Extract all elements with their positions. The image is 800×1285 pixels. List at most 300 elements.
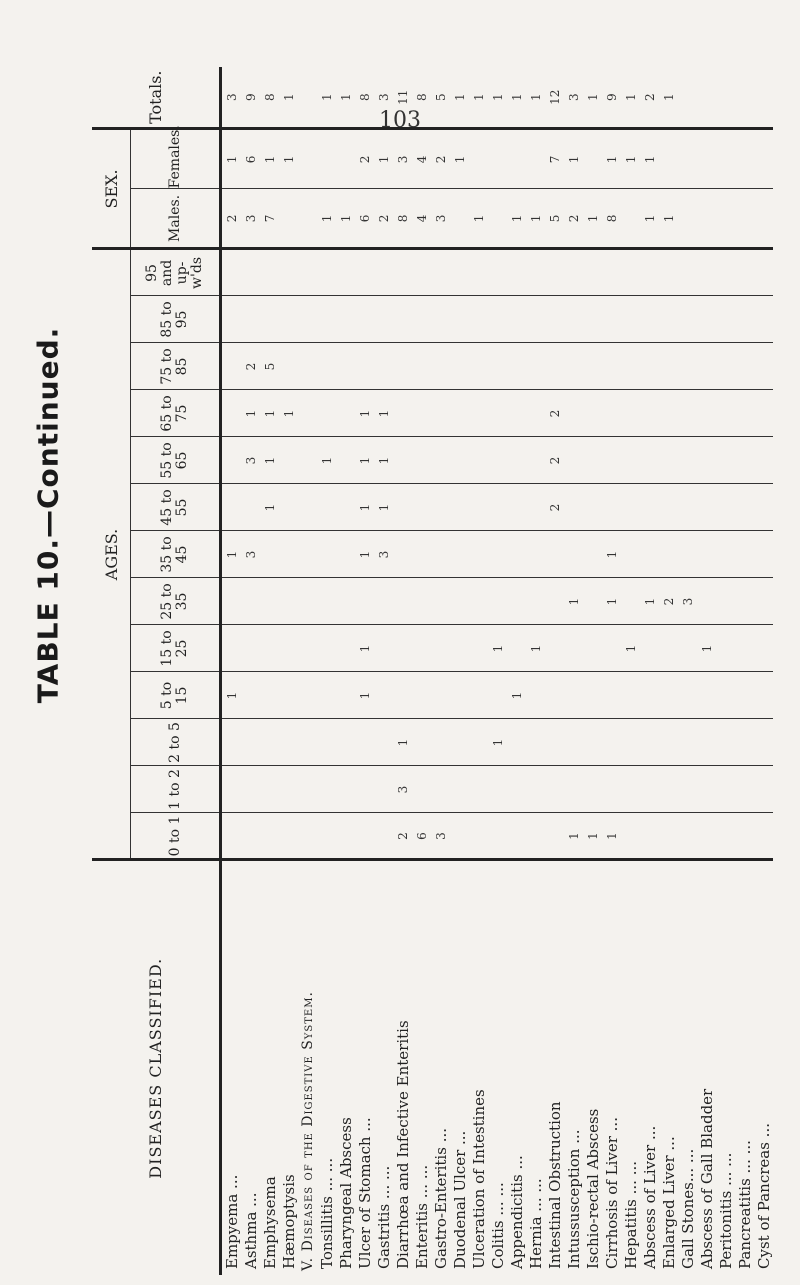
- table-cell: 9: [602, 67, 621, 129]
- table-cell: 1: [583, 189, 602, 249]
- table-cell: [431, 672, 450, 719]
- table-cell: [374, 578, 393, 625]
- table-cell: [336, 437, 355, 484]
- table-cell: [526, 766, 545, 813]
- table-cell: [564, 296, 583, 343]
- table-cell: [279, 766, 298, 813]
- age-column-header: 75 to 85: [131, 343, 221, 390]
- table-cell: [640, 672, 659, 719]
- table-cell: [221, 625, 242, 672]
- table-cell: [488, 484, 507, 531]
- table-cell: [279, 296, 298, 343]
- table-cell: [336, 129, 355, 189]
- table-cell: [754, 578, 773, 625]
- table-cell: [659, 437, 678, 484]
- table-cell: [469, 437, 488, 484]
- table-cell: [298, 672, 317, 719]
- table-cell: [507, 578, 526, 625]
- table-cell: [754, 813, 773, 860]
- header-group-row: [92, 67, 131, 1275]
- table-cell: [450, 578, 469, 625]
- table-cell: [431, 719, 450, 766]
- table-cell: [716, 67, 735, 129]
- table-cell: [412, 484, 431, 531]
- table-cell: [735, 719, 754, 766]
- table-cell: [602, 719, 621, 766]
- disease-label: Intussusception ...: [564, 1129, 583, 1269]
- table-row: [279, 67, 298, 1275]
- table-cell: [659, 719, 678, 766]
- table-cell: 1: [355, 390, 374, 437]
- table-cell: [716, 531, 735, 578]
- age-column-header: 25 to 35: [131, 578, 221, 625]
- table-cell: [317, 390, 336, 437]
- table-cell: [279, 249, 298, 296]
- table-cell: 1: [450, 129, 469, 189]
- table-cell: [754, 67, 773, 129]
- age-column-header: 0 to 1: [131, 813, 221, 860]
- table-cell: [412, 766, 431, 813]
- table-cell: [716, 719, 735, 766]
- disease-label: Gall Stones... ...: [678, 1148, 697, 1269]
- table-cell: [507, 766, 526, 813]
- table-cell: [583, 578, 602, 625]
- section-title: V. Diseases of the Digestive System.: [299, 991, 316, 1271]
- table-cell: 1: [526, 625, 545, 672]
- table-cell: 2: [659, 578, 678, 625]
- table-cell: [678, 766, 697, 813]
- disease-label: Ulceration of Intestines: [469, 1089, 488, 1269]
- table-cell: 3: [564, 67, 583, 129]
- table-cell: [279, 625, 298, 672]
- table-cell: [526, 484, 545, 531]
- table-cell: [317, 484, 336, 531]
- table-cell: [412, 719, 431, 766]
- table-row: [678, 67, 697, 1275]
- table-cell: [374, 813, 393, 860]
- table-cell: [754, 189, 773, 249]
- table-cell: [431, 343, 450, 390]
- table-row: [716, 67, 735, 1275]
- table-cell: [374, 672, 393, 719]
- table-cell: [583, 437, 602, 484]
- table-cell: [374, 296, 393, 343]
- table-cell: [469, 249, 488, 296]
- table-cell: [602, 437, 621, 484]
- table-cell: [526, 719, 545, 766]
- table-cell: [355, 249, 374, 296]
- table-cell: [241, 672, 260, 719]
- table-cell: 2: [241, 343, 260, 390]
- table-cell: 1: [393, 719, 412, 766]
- table-cell: [317, 129, 336, 189]
- table-cell: [754, 296, 773, 343]
- table-cell: 8: [393, 189, 412, 249]
- table-cell: [545, 625, 564, 672]
- table-cell: [431, 484, 450, 531]
- table-cell: 1: [374, 129, 393, 189]
- table-cell: 2: [393, 813, 412, 860]
- table-cell: [221, 578, 242, 625]
- table-row: [621, 67, 640, 1275]
- disease-label: Tonsillitis ... ...: [317, 1157, 336, 1269]
- table-cell: 1: [221, 531, 242, 578]
- table-cell: [735, 672, 754, 719]
- table-cell: 8: [412, 67, 431, 129]
- disease-label: Hæmoptysis: [279, 1174, 298, 1269]
- table-cell: [298, 625, 317, 672]
- table-cell: 2: [431, 129, 450, 189]
- table-cell: [621, 296, 640, 343]
- table-cell: 1: [317, 437, 336, 484]
- table-cell: 1: [564, 813, 583, 860]
- table-cell: [450, 249, 469, 296]
- table-row: [697, 67, 716, 1275]
- table-cell: [678, 484, 697, 531]
- table-cell: [640, 766, 659, 813]
- table-cell: [279, 672, 298, 719]
- table-cell: [469, 719, 488, 766]
- table-row: [507, 67, 526, 1275]
- table-cell: [241, 249, 260, 296]
- table-cell: [697, 67, 716, 129]
- table-cell: [621, 766, 640, 813]
- table-cell: [450, 625, 469, 672]
- age-column-header: 65 to 75: [131, 390, 221, 437]
- table-cell: [716, 813, 735, 860]
- table-cell: [697, 719, 716, 766]
- table-cell: [754, 719, 773, 766]
- table-cell: [488, 296, 507, 343]
- table-cell: [355, 343, 374, 390]
- table-cell: 1: [564, 129, 583, 189]
- table-cell: [697, 578, 716, 625]
- table-cell: [545, 343, 564, 390]
- table-cell: [697, 813, 716, 860]
- table-cell: [621, 719, 640, 766]
- table-cell: 3: [241, 437, 260, 484]
- table-cell: [640, 296, 659, 343]
- table-cell: [545, 578, 564, 625]
- table-cell: [431, 625, 450, 672]
- table-cell: 2: [545, 390, 564, 437]
- table-cell: [336, 531, 355, 578]
- table-cell: [602, 672, 621, 719]
- table-cell: [469, 813, 488, 860]
- table-cell: [640, 719, 659, 766]
- table-cell: [602, 766, 621, 813]
- disease-label: Empyema ...: [221, 860, 242, 1275]
- table-cell: [735, 296, 754, 343]
- table-cell: [526, 249, 545, 296]
- table-cell: [488, 390, 507, 437]
- table-cell: 1: [621, 129, 640, 189]
- table-cell: 6: [355, 189, 374, 249]
- table-cell: [317, 296, 336, 343]
- table-row: [583, 67, 602, 1275]
- table-cell: [393, 343, 412, 390]
- table-cell: [583, 390, 602, 437]
- table-cell: [298, 189, 317, 249]
- table-cell: 1: [507, 189, 526, 249]
- table-cell: 1: [279, 67, 298, 129]
- table-cell: [298, 531, 317, 578]
- table-cell: [507, 343, 526, 390]
- table-cell: [450, 343, 469, 390]
- table-cell: [317, 578, 336, 625]
- table-cell: [412, 249, 431, 296]
- table-cell: [507, 129, 526, 189]
- table-cell: [431, 390, 450, 437]
- table-cell: [221, 296, 242, 343]
- table-cell: [583, 531, 602, 578]
- table-cell: [678, 189, 697, 249]
- table-cell: [412, 296, 431, 343]
- table-cell: [298, 484, 317, 531]
- table-cell: [279, 719, 298, 766]
- table-cell: 11: [393, 67, 412, 129]
- table-cell: 1: [507, 672, 526, 719]
- table-cell: [507, 437, 526, 484]
- table-cell: [716, 189, 735, 249]
- table-cell: [260, 249, 279, 296]
- table-row: [640, 67, 659, 1275]
- table-cell: [602, 625, 621, 672]
- table-cell: 1: [621, 625, 640, 672]
- table-cell: [450, 531, 469, 578]
- table-cell: 1: [317, 67, 336, 129]
- table-cell: [697, 672, 716, 719]
- table-cell: [678, 129, 697, 189]
- table-cell: [659, 766, 678, 813]
- table-cell: [526, 578, 545, 625]
- table-cell: [754, 249, 773, 296]
- table-cell: [393, 578, 412, 625]
- table-row: [659, 67, 678, 1275]
- diseases-header: DISEASES CLASSIFIED.: [92, 860, 221, 1275]
- table-cell: [735, 578, 754, 625]
- table-cell: [221, 343, 242, 390]
- table-cell: [221, 390, 242, 437]
- table-cell: [526, 296, 545, 343]
- table-cell: [697, 343, 716, 390]
- table-cell: [716, 296, 735, 343]
- table-cell: [545, 249, 564, 296]
- table-cell: [317, 531, 336, 578]
- table-cell: [317, 719, 336, 766]
- table-cell: [735, 67, 754, 129]
- table-cell: 1: [279, 129, 298, 189]
- table-cell: [583, 296, 602, 343]
- table-cell: [754, 531, 773, 578]
- table-cell: [697, 437, 716, 484]
- table-cell: [564, 766, 583, 813]
- table-cell: 3: [431, 189, 450, 249]
- table-cell: [507, 390, 526, 437]
- table-cell: [431, 578, 450, 625]
- disease-label: Duodenal Ulcer ...: [450, 1130, 469, 1269]
- disease-label: Gastritis ... ...: [374, 1165, 393, 1269]
- table-cell: 1: [602, 813, 621, 860]
- table-cell: [241, 625, 260, 672]
- table-cell: 9: [241, 67, 260, 129]
- table-cell: [355, 719, 374, 766]
- table-cell: [754, 484, 773, 531]
- table-cell: [621, 437, 640, 484]
- table-cell: [260, 578, 279, 625]
- table-cell: [298, 249, 317, 296]
- table-cell: [621, 531, 640, 578]
- table-cell: [564, 625, 583, 672]
- table-cell: [336, 719, 355, 766]
- table-cell: [393, 437, 412, 484]
- table-cell: [431, 249, 450, 296]
- table-cell: [716, 578, 735, 625]
- table-cell: [526, 672, 545, 719]
- table-cell: [412, 625, 431, 672]
- table-cell: [336, 766, 355, 813]
- table-cell: [697, 129, 716, 189]
- table-cell: [526, 343, 545, 390]
- sex-column-header: Males.: [131, 189, 221, 249]
- table-cell: [545, 719, 564, 766]
- table-cell: 3: [221, 67, 242, 129]
- table-cell: [507, 719, 526, 766]
- table-cell: [735, 625, 754, 672]
- table-cell: 2: [374, 189, 393, 249]
- table-cell: [545, 766, 564, 813]
- table-cell: 1: [221, 129, 242, 189]
- table-cell: [221, 813, 242, 860]
- table-cell: [450, 296, 469, 343]
- ages-header: AGES.: [92, 249, 131, 860]
- table-cell: [393, 672, 412, 719]
- table-cell: [374, 625, 393, 672]
- age-column-header: 5 to 15: [131, 672, 221, 719]
- table-cell: [507, 249, 526, 296]
- table-cell: [735, 531, 754, 578]
- table-cell: [279, 437, 298, 484]
- table-cell: 5: [431, 67, 450, 129]
- table-row: [241, 67, 260, 1275]
- table-cell: [640, 625, 659, 672]
- table-cell: 1: [488, 625, 507, 672]
- table-cell: [564, 484, 583, 531]
- table-cell: [279, 484, 298, 531]
- table-cell: 1: [583, 67, 602, 129]
- table-cell: [412, 578, 431, 625]
- table-cell: [659, 484, 678, 531]
- table-cell: [678, 249, 697, 296]
- table-cell: [336, 813, 355, 860]
- table-cell: [279, 343, 298, 390]
- table-cell: [659, 813, 678, 860]
- table-cell: 1: [697, 625, 716, 672]
- table-cell: [374, 249, 393, 296]
- table-cell: [336, 578, 355, 625]
- table-cell: [336, 390, 355, 437]
- table-cell: [621, 484, 640, 531]
- table-cell: [355, 578, 374, 625]
- table-row: [431, 67, 450, 1275]
- table-cell: [659, 672, 678, 719]
- table-cell: [564, 719, 583, 766]
- table-cell: [488, 437, 507, 484]
- age-column-header: 2 to 5: [131, 719, 221, 766]
- table-cell: 3: [678, 578, 697, 625]
- table-cell: [431, 437, 450, 484]
- table-cell: [678, 437, 697, 484]
- table-cell: [697, 296, 716, 343]
- table-row: [221, 67, 242, 1275]
- disease-label: Ulcer of Stomach ...: [355, 1117, 374, 1269]
- table-cell: [735, 766, 754, 813]
- table-cell: 5: [545, 189, 564, 249]
- table-cell: [507, 625, 526, 672]
- table-cell: [488, 672, 507, 719]
- table-row: [260, 67, 279, 1275]
- table-cell: [374, 343, 393, 390]
- table-cell: [298, 129, 317, 189]
- mortality-table: [92, 67, 773, 1275]
- table-cell: [678, 67, 697, 129]
- table-cell: 1: [260, 437, 279, 484]
- table-cell: [735, 437, 754, 484]
- table-cell: 7: [260, 189, 279, 249]
- table-cell: [697, 249, 716, 296]
- table-cell: [526, 390, 545, 437]
- table-cell: [526, 129, 545, 189]
- table-cell: [678, 813, 697, 860]
- table-cell: [735, 390, 754, 437]
- table-cell: 6: [412, 813, 431, 860]
- table-cell: [735, 813, 754, 860]
- table-cell: [545, 813, 564, 860]
- table-cell: 1: [355, 625, 374, 672]
- table-cell: 2: [545, 484, 564, 531]
- table-cell: [221, 766, 242, 813]
- disease-label: Cirrhosis of Liver ...: [602, 1117, 621, 1269]
- table-cell: [260, 625, 279, 672]
- table-cell: [659, 249, 678, 296]
- table-cell: [716, 766, 735, 813]
- age-column-header: 15 to 25: [131, 625, 221, 672]
- table-cell: [564, 531, 583, 578]
- table-cell: 4: [412, 189, 431, 249]
- totals-header: Totals.: [92, 67, 221, 129]
- table-cell: [507, 484, 526, 531]
- table-cell: [260, 719, 279, 766]
- table-cell: 1: [526, 189, 545, 249]
- table-cell: [488, 129, 507, 189]
- table-cell: [621, 672, 640, 719]
- table-cell: [469, 129, 488, 189]
- table-cell: 1: [526, 67, 545, 129]
- table-cell: 3: [431, 813, 450, 860]
- table-cell: [336, 249, 355, 296]
- table-cell: [450, 672, 469, 719]
- table-cell: [621, 249, 640, 296]
- disease-label: Appendicitis ...: [507, 1155, 526, 1269]
- table-cell: [659, 390, 678, 437]
- table-row: [393, 67, 412, 1275]
- table-cell: 1: [241, 390, 260, 437]
- table-cell: [602, 343, 621, 390]
- table-cell: [735, 343, 754, 390]
- table-cell: [355, 766, 374, 813]
- table-cell: [640, 343, 659, 390]
- table-cell: [298, 343, 317, 390]
